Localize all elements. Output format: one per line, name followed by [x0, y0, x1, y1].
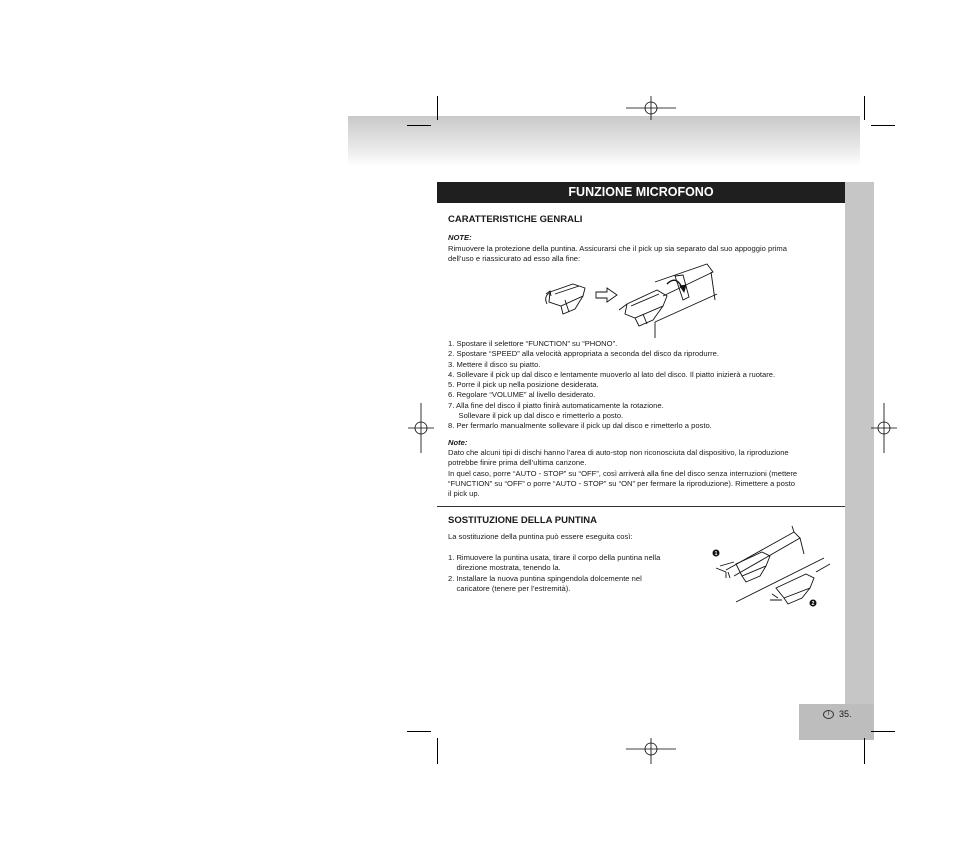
- section-title-stylus: SOSTITUZIONE DELLA PUNTINA: [448, 515, 598, 526]
- list-item: direzione mostrata, tenendo la.: [448, 563, 561, 573]
- note-line: In quel caso, porre “AUTO - STOP” su “OFF”, così arriverà alla fine del disco senza interruzioni (mettere: [448, 468, 798, 478]
- registration-mark-top: [626, 96, 676, 120]
- list-item: 8. Per fermarlo manualmente sollevare il pick up dal disco e rimetterlo a posto.: [448, 421, 712, 431]
- list-item: 5. Porre il pick up nella posizione desiderata.: [448, 380, 599, 390]
- list-item: caricatore (tenere per l’estremità).: [448, 583, 571, 593]
- list-item: 4. Sollevare il pick up dal disco e lentamente muoverlo al lato del disco. Il piatto inizierà a ruotare.: [448, 369, 776, 379]
- note2-label: Note:: [448, 438, 468, 447]
- header-gradient-band: [348, 116, 860, 166]
- note-line: Rimuovere la protezione della puntina. Assicurarsi che il pick up sia separato dal suo appoggio prima: [448, 244, 787, 253]
- list-item: 2. Spostare “SPEED” alla velocità appropriata a seconda del disco da riprodurre.: [448, 349, 719, 359]
- side-gray-bar: [845, 182, 874, 740]
- playback-steps: [448, 339, 848, 432]
- list-item: 1. Spostare il selettore “FUNCTION” su “PHONO”.: [448, 339, 618, 348]
- stylus-intro: La sostituzione della puntina può essere eseguita così:: [448, 532, 633, 541]
- badge-2-label: 2: [811, 601, 815, 607]
- note-line: dell’uso e riassicurato ad esso alla fine:: [448, 254, 581, 264]
- stylus-protection-illustration: [535, 262, 725, 338]
- language-icon: I: [823, 710, 834, 719]
- note-line: “FUNCTION” su “OFF” o porre “AUTO - STOP” su “ON” per fermare la riproduzione). Rimettere a posto: [448, 478, 795, 488]
- list-item: 7. Alla fine del disco il piatto finirà automaticamente la rotazione.: [448, 400, 664, 410]
- stylus-steps: [448, 553, 698, 594]
- list-item: Sollevare il pick up dal disco e rimetterlo a posto.: [448, 411, 624, 421]
- note2-text: [448, 448, 797, 499]
- list-item: 6. Regolare “VOLUME” al livello desiderato.: [448, 390, 596, 400]
- page-number-text: 35.: [839, 709, 852, 719]
- note-line: potrebbe finire prima dell’ultima canzone.: [448, 458, 587, 468]
- list-item: 2. Installare la nuova puntina spingendola dolcemente nel: [448, 573, 642, 583]
- registration-mark-left: [408, 403, 434, 453]
- note-line: Dato che alcuni tipi di dischi hanno l’area di auto-stop non riconosciuta dal dispositivo, la riproduzione: [448, 448, 789, 457]
- list-item: 1. Rimuovere la puntina usata, tirare il corpo della puntina nella: [448, 553, 661, 562]
- note-line: il pick up.: [448, 489, 480, 499]
- registration-mark-right: [871, 403, 897, 453]
- registration-mark-bottom: [626, 738, 676, 764]
- page-number: [823, 709, 852, 719]
- badge-1-label: 1: [714, 551, 718, 557]
- list-item: 3. Mettere il disco su piatto.: [448, 359, 541, 369]
- section-divider: [437, 506, 845, 507]
- stylus-replacement-illustration: [706, 524, 836, 614]
- section-title-general: CARATTERISTICHE GENRALI: [448, 214, 583, 225]
- note-label: NOTE:: [448, 233, 472, 242]
- page-title: FUNZIONE MICROFONO: [437, 182, 845, 203]
